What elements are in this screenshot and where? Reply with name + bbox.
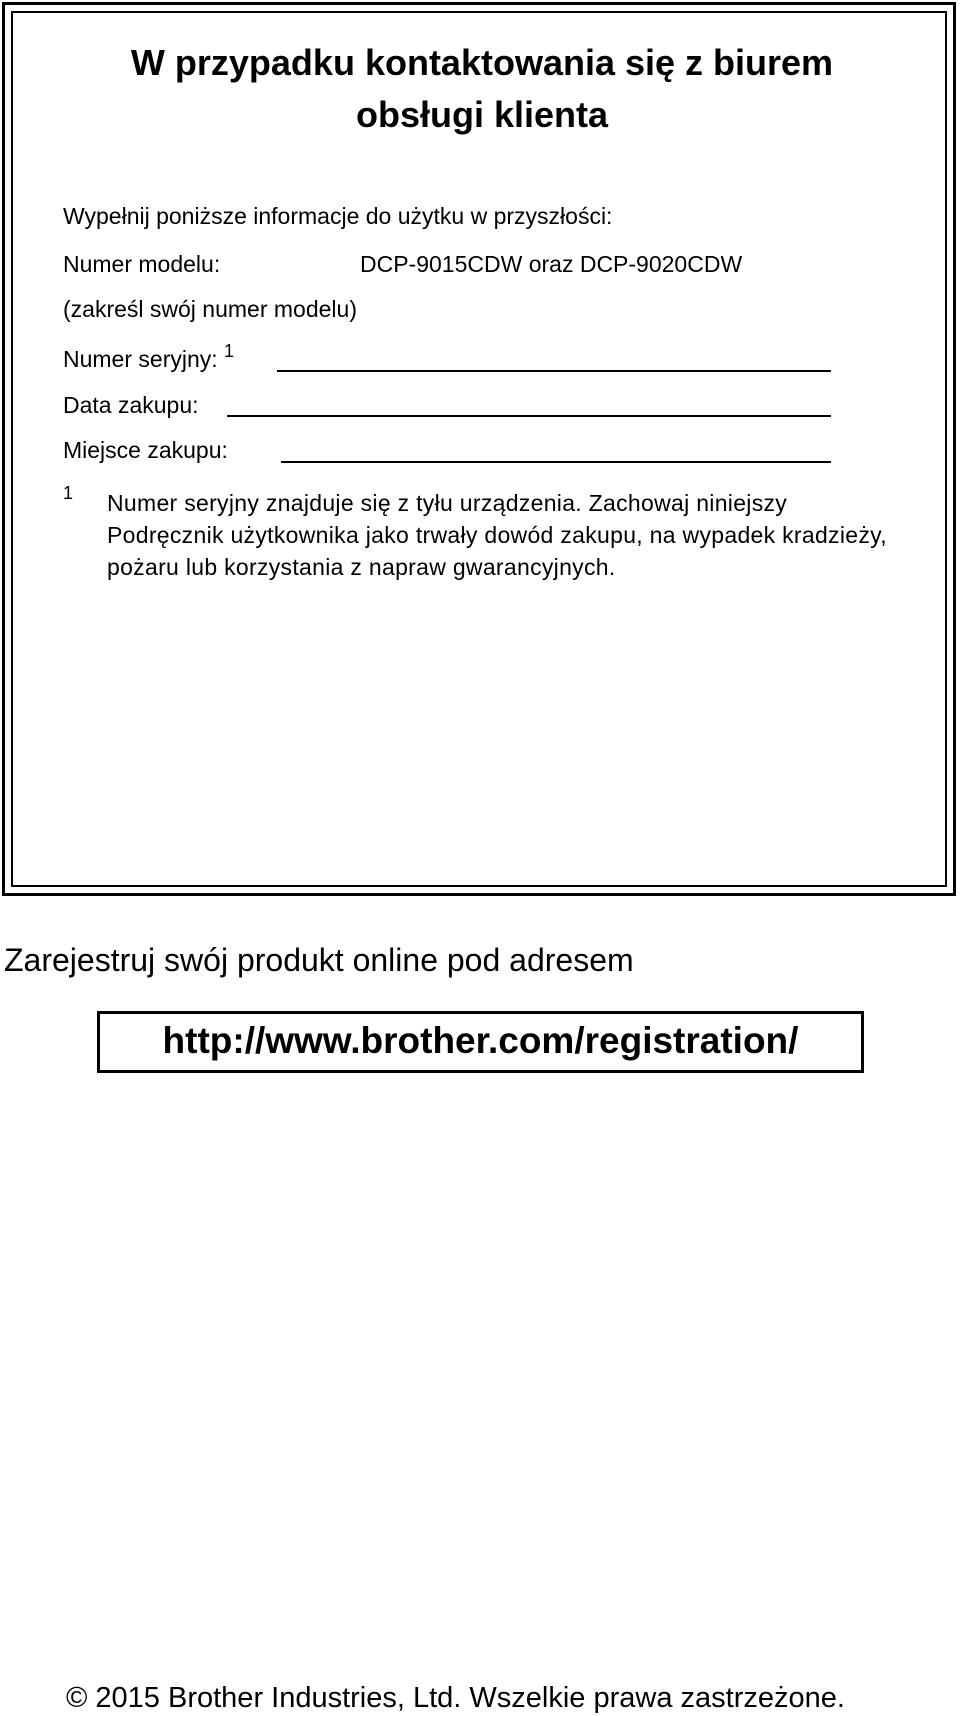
model-note: (zakreśl swój numer modelu) — [63, 296, 357, 322]
model-row — [63, 249, 743, 279]
copyright-text: © 2015 Brother Industries, Ltd. Wszelkie prawa zastrzeżone. — [66, 1682, 845, 1714]
serial-row — [63, 341, 235, 376]
serial-write-line[interactable] — [277, 370, 831, 372]
footnote-text: Numer seryjny znajduje się z tyłu urządzenia. Zachowaj niniejszy Podręcznik użytkownika jako trwały dowód zakupu, na wypadek kradzieży, pożaru lub korzystania z napraw gwarancyjnych. — [107, 490, 887, 580]
date-label: Data zakupu: — [63, 392, 199, 418]
footnote-mark: 1 — [63, 483, 74, 503]
place-write-line[interactable] — [281, 461, 831, 463]
serial-label: Numer seryjny: — [63, 346, 218, 372]
contact-info-box — [2, 2, 956, 896]
serial-footnote-ref: 1 — [224, 341, 235, 361]
contact-title — [5, 37, 959, 141]
registration-url-link[interactable]: http://www.brother.com/registration/ — [97, 1011, 864, 1073]
registration-heading: Zarejestruj swój produkt online pod adresem — [4, 942, 634, 978]
date-write-line[interactable] — [227, 415, 831, 417]
model-value: DCP-9015CDW oraz DCP-9020CDW — [360, 251, 743, 277]
model-label: Numer modelu: — [63, 251, 221, 277]
contact-title-line1: W przypadku kontaktowania się z biurem — [130, 42, 834, 83]
contact-title-line2: obsługi klienta — [355, 94, 609, 135]
intro-text: Wypełnij poniższe informacje do użytku w przyszłości: — [63, 203, 613, 229]
place-label: Miejsce zakupu: — [63, 437, 228, 463]
